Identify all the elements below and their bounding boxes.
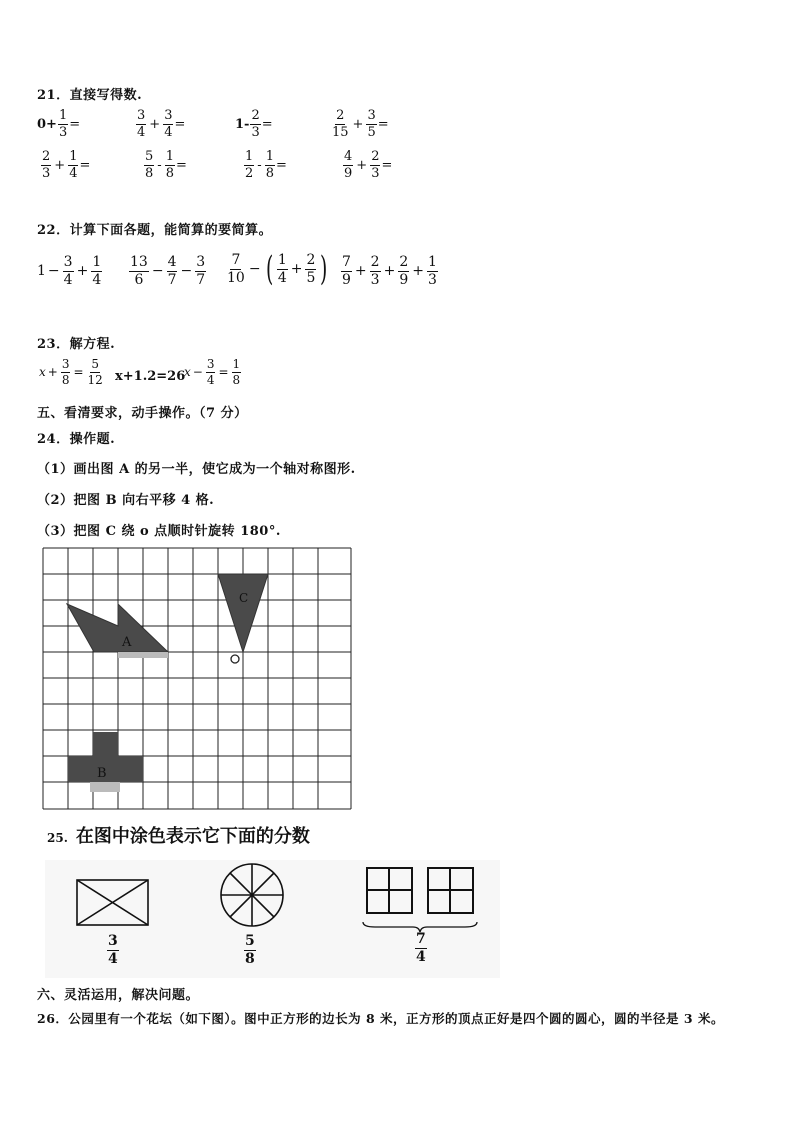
operator: + [47,365,58,380]
q24-grid-figure [40,546,354,814]
denominator: 3 [371,165,380,181]
numerator: 4 [167,254,177,270]
equals-sign: = [174,116,186,132]
numerator: 2 [399,254,409,270]
numerator: 2 [370,254,380,270]
equals-sign: = [175,157,187,173]
q25-number: 25. [47,831,68,845]
equals-sign: = [275,157,287,173]
integer: 1 [37,263,46,280]
operator: + [76,263,89,280]
denominator: 3 [370,271,380,288]
denominator: 3 [251,124,260,140]
operator: − [192,365,203,380]
denominator: 12 [87,372,103,387]
denominator: 8 [145,165,154,181]
q22-expr-1 [37,255,103,287]
operator: − [248,261,261,277]
operator: + [149,116,161,132]
numerator: 5 [145,149,154,164]
denominator: 3 [58,124,68,140]
operator: + [383,263,396,280]
q21-item-1-prefix: 0+ [37,116,57,132]
denominator: 5 [367,124,376,140]
numerator: 7 [231,251,241,268]
denominator: 4 [416,948,426,965]
numerator: 4 [344,149,353,164]
q21-item-2 [135,109,185,139]
q22-expr-3 [225,249,331,289]
q25-heading [47,822,310,848]
variable: x [39,365,46,380]
denominator: 6 [134,271,144,288]
denominator: 3 [42,165,51,181]
q24-heading: 24．操作题. [37,432,116,447]
circle-eighths [221,864,283,926]
operator: − [180,263,193,280]
denominator: 7 [196,271,206,288]
denominator: 10 [227,269,245,286]
denominator: 7 [167,271,177,288]
numerator: 5 [245,933,255,949]
numerator: 1 [165,149,174,164]
q21-item-3-prefix: 1- [235,116,250,132]
numerator: 1 [427,254,437,270]
operator: + [54,157,66,173]
q21-item-7 [243,150,287,180]
equals-sign: = [79,157,91,173]
denominator: 4 [206,372,215,387]
denominator: 2 [245,165,254,181]
numerator: 3 [61,357,70,371]
denominator: 8 [165,165,174,181]
denominator: 4 [63,271,73,288]
q22-expr-4 [340,255,439,287]
variable: x [184,365,191,380]
q24-task-3: （3）把图 C 绕 o 点顺时针旋转 180°. [37,524,281,539]
right-paren: ) [320,249,328,289]
numerator: 7 [342,254,351,270]
rotation-point-o [231,655,239,663]
denominator: 9 [399,271,409,288]
numerator: 1 [277,251,287,268]
denominator: 15 [332,124,349,140]
equals-sign: = [73,365,84,380]
numerator: 2 [306,251,316,268]
denominator: 9 [342,271,351,288]
numerator: 1 [69,149,78,164]
denominator: 4 [164,124,173,140]
operator: - [257,157,262,173]
numerator: 3 [108,933,118,949]
q23-equation-1 [39,358,105,386]
numerator: 1 [245,149,254,164]
q21-item-6 [143,150,187,180]
q24-task-1: （1）画出图 A 的另一半，使它成为一个轴对称图形. [37,462,356,477]
operator: + [354,263,367,280]
q23-heading: 23．解方程. [37,337,116,352]
q25-fraction-1 [106,934,120,966]
operator: + [412,263,424,280]
numerator: 7 [416,931,426,947]
equals-sign: = [381,157,393,173]
denominator: 4 [277,269,287,286]
q21-heading: 21．直接写得数. [37,88,143,103]
q24-task-2: （2）把图 B 向右平移 4 格. [37,493,215,508]
denominator: 4 [69,165,78,181]
q23-equation-2: x+1.2=26 [115,369,186,384]
numerator: 1 [232,357,241,371]
q25-title: 在图中涂色表示它下面的分数 [75,826,310,847]
operator: + [290,261,303,277]
numerator: 1 [92,254,102,270]
numerator: 3 [206,357,215,371]
equals-sign: = [377,116,389,132]
q21-item-8 [342,150,392,180]
numerator: 13 [130,254,148,270]
numerator: 3 [63,254,73,270]
shape-c-label: C [239,591,249,605]
numerator: 2 [42,149,51,164]
q21-item-3 [235,109,273,139]
shape-b-label: B [97,766,107,781]
numerator: 5 [91,357,99,371]
q23-equation-3 [184,358,242,386]
q22-expr-2 [128,255,207,287]
numerator: 2 [336,108,345,123]
equals-sign: = [218,365,229,380]
numerator: 3 [367,108,376,123]
section-5-heading: 五、看清要求，动手操作。（7 分） [37,406,248,421]
shape-b-shadow [90,782,120,792]
shape-a [67,604,168,652]
operator: - [157,157,162,173]
denominator: 3 [427,271,437,288]
denominator: 5 [306,269,316,286]
numerator: 2 [371,149,380,164]
numerator: 3 [196,254,206,270]
denominator: 9 [344,165,353,181]
denominator: 4 [92,271,102,288]
numerator: 2 [251,108,260,123]
denominator: 8 [232,372,241,387]
numerator: 1 [58,108,68,123]
denominator: 8 [61,372,70,387]
q21-item-1 [37,109,80,139]
denominator: 4 [137,124,146,140]
operator: − [151,263,164,280]
denominator: 8 [245,950,255,967]
numerator: 3 [164,108,173,123]
numerator: 3 [137,108,146,123]
q26-text: 26．公园里有一个花坛（如下图）。图中正方形的边长为 8 米，正方形的顶点正好是四个圆的圆心，圆的半径是 3 米。 [37,1011,724,1026]
q21-item-5 [40,150,90,180]
shape-a-label: A [122,635,132,650]
denominator: 4 [108,950,118,967]
operator: + [356,157,368,173]
equals-sign: = [69,116,81,132]
left-paren: ( [265,249,273,289]
q25-fraction-2 [243,934,257,966]
q25-fraction-3 [414,932,428,964]
numerator: 1 [265,149,274,164]
operator: − [47,263,60,280]
shape-a-shadow [118,652,168,658]
q22-heading: 22．计算下面各题，能简算的要简算。 [37,223,273,238]
shape-c [218,574,268,652]
section-6-heading: 六、灵活运用，解决问题。 [37,988,200,1003]
denominator: 8 [265,165,274,181]
operator: + [352,116,364,132]
q21-item-4 [330,109,389,139]
equals-sign: = [261,116,273,132]
